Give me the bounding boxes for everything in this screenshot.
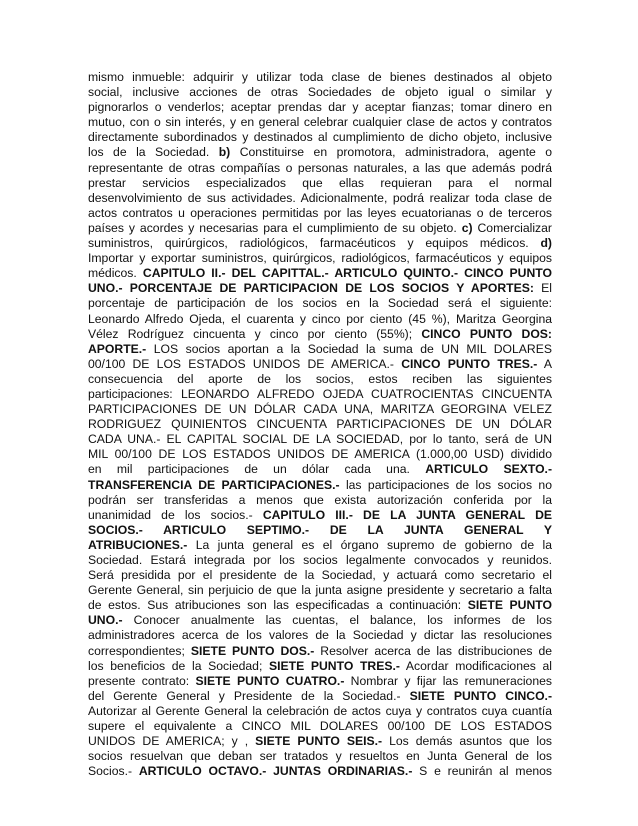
text-line — [88, 221, 552, 236]
text-segment: PARTICIPACIONES DE UN DÓLAR CADA UNA, MARITZA GEORGINA VELEZ — [88, 402, 552, 417]
text-line — [88, 764, 552, 779]
text-line — [88, 357, 552, 372]
text-segment: social, inclusive acciones de otras Sociedades de objeto igual o similar y — [88, 85, 552, 100]
text-segment: Resolver acerca de las distribuciones de — [314, 643, 552, 658]
text-segment: correspondientes; — [88, 643, 191, 658]
text-segment: directamente subordinados y destinados al cumplimiento de dicho objeto, inclusive — [88, 130, 552, 145]
text-segment: en mil participaciones de un dólar cada una. — [88, 462, 426, 477]
text-line — [88, 583, 552, 598]
text-segment: Conocer anualmente las cuentas, el balance, los informes de los — [122, 613, 552, 628]
text-line — [88, 402, 552, 417]
text-segment: presente contrato: — [88, 673, 196, 688]
bold-text-segment: SOCIOS.- ARTICULO SEPTIMO.- DE LA JUNTA GENERAL Y — [88, 522, 552, 537]
text-line — [88, 236, 552, 251]
text-segment: porcentaje de participación de los socios en la Sociedad será el siguiente: — [88, 296, 552, 311]
text-line — [88, 568, 552, 583]
text-segment: socios resuelvan que deban ser tratados y resueltos en Junta General de los — [88, 749, 552, 764]
bold-text-segment: UNO.- PORCENTAJE DE PARTICIPACION DE LOS SOCIOS Y APORTES: — [88, 281, 534, 296]
text-line — [88, 613, 552, 628]
text-line — [88, 538, 552, 553]
text-line — [88, 312, 552, 327]
bold-text-segment: SIETE PUNTO CUATRO.- — [195, 673, 345, 688]
text-segment: actos contratos u operaciones permitidas por las leyes ecuatorianas o de terceros — [88, 205, 552, 220]
bold-text-segment: ARTICULO OCTAVO.- JUNTAS ORDINARIAS.- — [138, 764, 413, 779]
text-segment: MIL 00/100 DE LOS ESTADOS UNIDOS DE AMERICA (1.000,00 USD) dividido — [88, 447, 552, 462]
bold-text-segment: ATRIBUCIONES.- — [88, 537, 188, 552]
text-segment: Vélez Rodríguez cincuenta y cinco por ciento (55%); — [88, 326, 422, 341]
text-segment: Leonardo Alfredo Ojeda, el cuarenta y cinco por ciento (45 %), Maritza Georgina — [88, 311, 552, 326]
text-segment: médicos. — [88, 266, 143, 281]
text-line — [88, 206, 552, 221]
bold-text-segment: SIETE PUNTO — [467, 598, 552, 613]
text-line — [88, 689, 552, 704]
bold-text-segment: UNO.- — [88, 613, 123, 628]
text-line — [88, 447, 552, 462]
text-line — [88, 100, 552, 115]
text-segment: Autorizar al Gerente General la celebración de actos cuya y contratos cuya cuantía — [88, 703, 552, 718]
text-line — [88, 553, 552, 568]
text-segment: mutuo, con o sin interés, y en general celebrar cualquier clase de actos y contratos — [88, 115, 552, 130]
text-line — [88, 85, 552, 100]
text-segment: Importar y exportar suministros, quirúrgicos, radiológicos, farmacéuticos y equipos — [88, 251, 552, 266]
bold-text-segment: SIETE PUNTO CINCO.- — [409, 688, 552, 703]
text-segment: de estos. Sus atribuciones son las especificadas a continuación: — [88, 598, 468, 613]
text-segment: Acordar modificaciones al — [399, 658, 552, 673]
bold-text-segment: TRANSFERENCIA DE PARTICIPACIONES.- — [88, 477, 340, 492]
text-segment: Socios.- — [88, 764, 139, 779]
text-segment: los de la Sociedad. — [88, 145, 219, 160]
text-segment: los beneficios de la Sociedad; — [88, 658, 269, 673]
text-segment: Los demás asuntos que los — [382, 734, 552, 749]
text-segment: La junta general es el órgano supremo de gobierno de la — [187, 537, 552, 552]
bold-text-segment: SIETE PUNTO TRES.- — [269, 658, 400, 673]
bold-text-segment: CINCO PUNTO DOS: — [421, 326, 552, 341]
text-line — [88, 674, 552, 689]
text-line — [88, 327, 552, 342]
text-line — [88, 704, 552, 719]
document-page — [88, 70, 552, 779]
text-line — [88, 161, 552, 176]
text-line — [88, 70, 552, 85]
bold-text-segment: d) — [540, 236, 552, 251]
text-segment: podrán ser transferidas a menos que exista autorización conferida por la — [88, 492, 552, 507]
bold-text-segment: b) — [218, 145, 231, 160]
text-line — [88, 281, 552, 296]
text-line — [88, 598, 552, 613]
text-segment: UNIDOS DE AMERICA; y , — [88, 734, 256, 749]
text-line — [88, 734, 552, 749]
text-line — [88, 417, 552, 432]
text-line — [88, 115, 552, 130]
text-segment: S e reunirán al menos — [412, 764, 552, 779]
text-line — [88, 719, 552, 734]
text-line — [88, 266, 552, 281]
text-line — [88, 130, 552, 145]
text-segment: RODRIGUEZ QUINIENTOS CINCUENTA PARTICIPACIONES DE UN DÓLAR — [88, 417, 552, 432]
text-segment: Constituirse en promotora, administradora, agente o — [230, 145, 552, 160]
text-segment: unanimidad de los socios.- — [88, 507, 263, 522]
text-line — [88, 372, 552, 387]
text-segment: Comercializar — [472, 220, 552, 235]
text-line — [88, 628, 552, 643]
text-segment: prestar servicios especializados que ellas requieran para el normal — [88, 175, 552, 190]
text-segment: consecuencia del aporte de los socios, estos reciben las siguientes — [88, 371, 552, 386]
text-line — [88, 251, 552, 266]
text-segment: participaciones: LEONARDO ALFREDO OJEDA CUATROCIENTAS CINCUENTA — [88, 386, 552, 401]
bold-text-segment: CAPITULO II.- DEL CAPITTAL.- ARTICULO QUINTO.- CINCO PUNTO — [142, 266, 552, 281]
text-segment: representante de otras compañías o personas naturales, a las que además podrá — [88, 160, 552, 175]
text-line — [88, 493, 552, 508]
text-line — [88, 342, 552, 357]
text-segment: CADA UNA.- EL CAPITAL SOCIAL DE LA SOCIEDAD, por lo tanto, será de UN — [88, 432, 552, 447]
text-line — [88, 387, 552, 402]
text-line — [88, 191, 552, 206]
bold-text-segment: CINCO PUNTO TRES.- — [401, 356, 538, 371]
text-segment: administradores acerca de los valores de la Sociedad y dictar las resoluciones — [88, 628, 552, 643]
text-line — [88, 296, 552, 311]
text-line — [88, 462, 552, 477]
text-segment: desenvolvimiento de sus actividades. Adicionalmente, podrá realizar toda clase de — [88, 190, 552, 205]
text-line — [88, 432, 552, 447]
text-segment: suministros, quirúrgicos, radiológicos, farmacéuticos y equipos médicos. — [88, 236, 541, 251]
text-segment: A — [537, 356, 552, 371]
bold-text-segment: SIETE PUNTO DOS.- — [190, 643, 315, 658]
text-segment: Nombrar y fijar las remuneraciones — [344, 673, 552, 688]
bold-text-segment: c) — [461, 220, 473, 235]
text-segment: Sociedad. Estará integrada por los socios legalmente convocados y reunidos. — [88, 553, 552, 567]
bold-text-segment: CAPITULO III.- DE LA JUNTA GENERAL DE — [262, 507, 552, 522]
text-line — [88, 508, 552, 523]
bold-text-segment: APORTE.- — [88, 341, 147, 356]
text-segment: El — [533, 281, 552, 296]
text-segment: Será presidida por el presidente de la Sociedad, y actuará como secretario el — [88, 568, 552, 583]
text-segment: mismo inmueble: adquirir y utilizar toda clase de bienes destinados al objeto — [88, 70, 552, 84]
text-segment: las participaciones de los socios no — [339, 477, 552, 492]
bold-text-segment: ARTICULO SEXTO.- — [425, 462, 552, 477]
text-line — [88, 659, 552, 674]
text-segment: 00/100 DE LOS ESTADOS UNIDOS DE AMERICA.- — [88, 356, 402, 371]
text-segment: del Gerente General y Presidente de la Sociedad.- — [88, 688, 410, 703]
text-segment: países y acordes y necesarias para el cumplimiento de su objeto. — [88, 220, 462, 235]
text-line — [88, 145, 552, 160]
text-segment: supere el equivalente a CINCO MIL DOLARES 00/100 DE LOS ESTADOS — [88, 719, 552, 734]
bold-text-segment: SIETE PUNTO SEIS.- — [255, 734, 383, 749]
text-segment: Gerente General, sin perjuicio de que la junta asigne presidente y secretario a falta — [88, 583, 552, 598]
text-line — [88, 644, 552, 659]
text-segment: pignorarlos o venderlos; aceptar prendas dar y aceptar fianzas; tomar dinero en — [88, 100, 552, 115]
text-line — [88, 176, 552, 191]
text-segment: LOS socios aportan a la Sociedad la suma de UN MIL DOLARES — [146, 341, 552, 356]
text-line — [88, 523, 552, 538]
text-line — [88, 749, 552, 764]
text-line — [88, 478, 552, 493]
